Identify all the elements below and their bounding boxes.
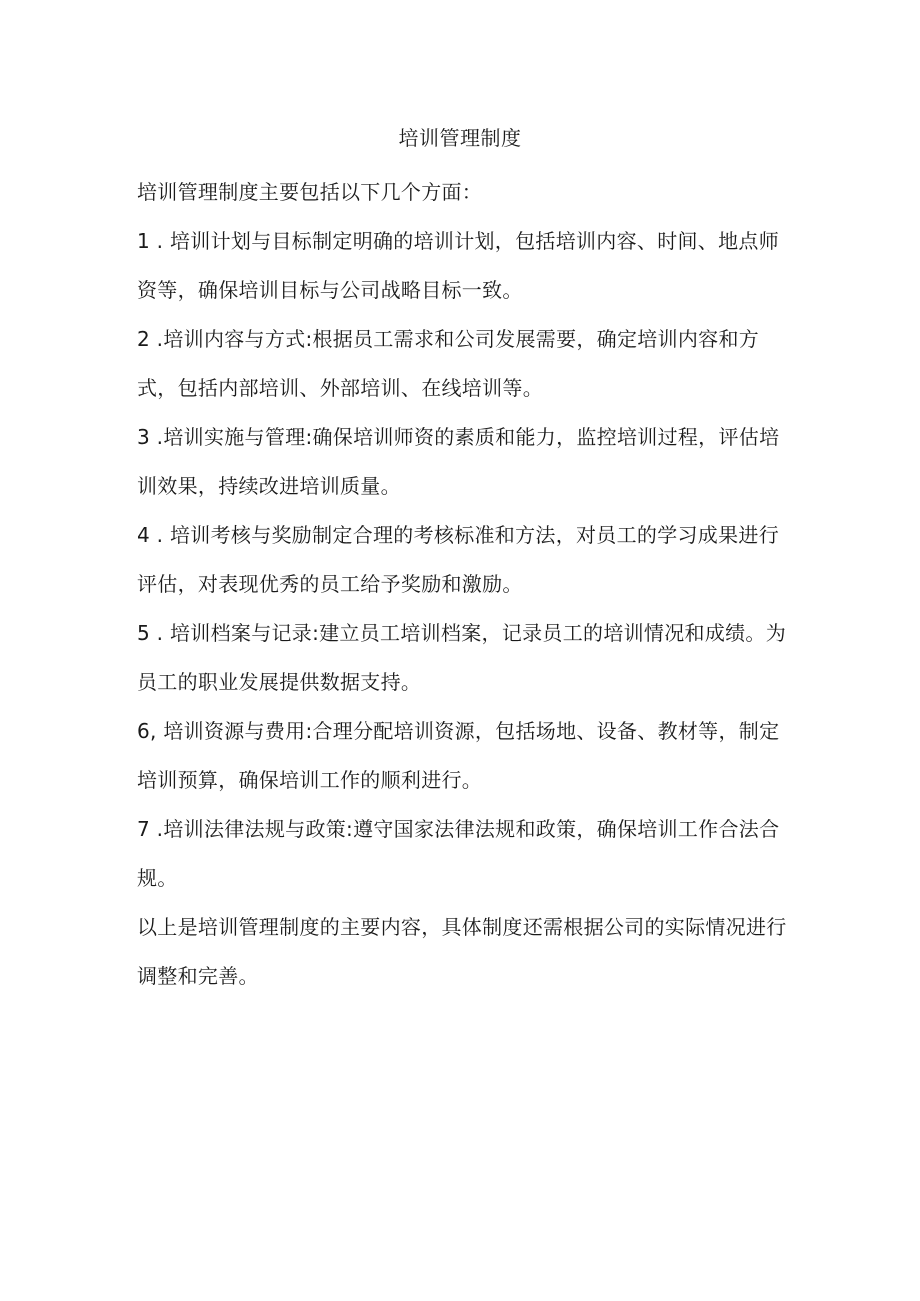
list-item-2: 2 .培训内容与方式:根据员工需求和公司发展需要，确定培训内容和方式，包括内部培训、外部培训、在线培训等。 xyxy=(137,327,760,400)
intro-paragraph: 培训管理制度主要包括以下几个方面： xyxy=(137,180,483,204)
list-item-4: 4 . 培训考核与奖励制定合理的考核标准和方法，对员工的学习成果进行评估，对表现优秀的员工给予奖励和激励。 xyxy=(137,523,779,596)
list-item-3: 3 .培训实施与管理:确保培训师资的素质和能力，监控培训过程，评估培训效果，持续改进培训质量。 xyxy=(137,425,780,498)
list-item-1: 1 . 培训计划与目标制定明确的培训计划，包括培训内容、时间、地点师资等，确保培训目标与公司战略目标一致。 xyxy=(137,229,779,302)
document-body xyxy=(137,168,797,1001)
document-title: 培训管理制度 xyxy=(398,126,522,150)
conclusion-paragraph: 以上是培训管理制度的主要内容，具体制度还需根据公司的实际情况进行调整和完善。 xyxy=(137,915,787,988)
list-item-5: 5 . 培训档案与记录:建立员工培训档案，记录员工的培训情况和成绩。为员工的职业发展提供数据支持。 xyxy=(137,621,787,694)
list-item-6: 6, 培训资源与费用:合理分配培训资源，包括场地、设备、教材等，制定培训预算，确保培训工作的顺利进行。 xyxy=(137,719,780,792)
list-item-7: 7 .培训法律法规与政策:遵守国家法律法规和政策，确保培训工作合法合规。 xyxy=(137,817,780,890)
